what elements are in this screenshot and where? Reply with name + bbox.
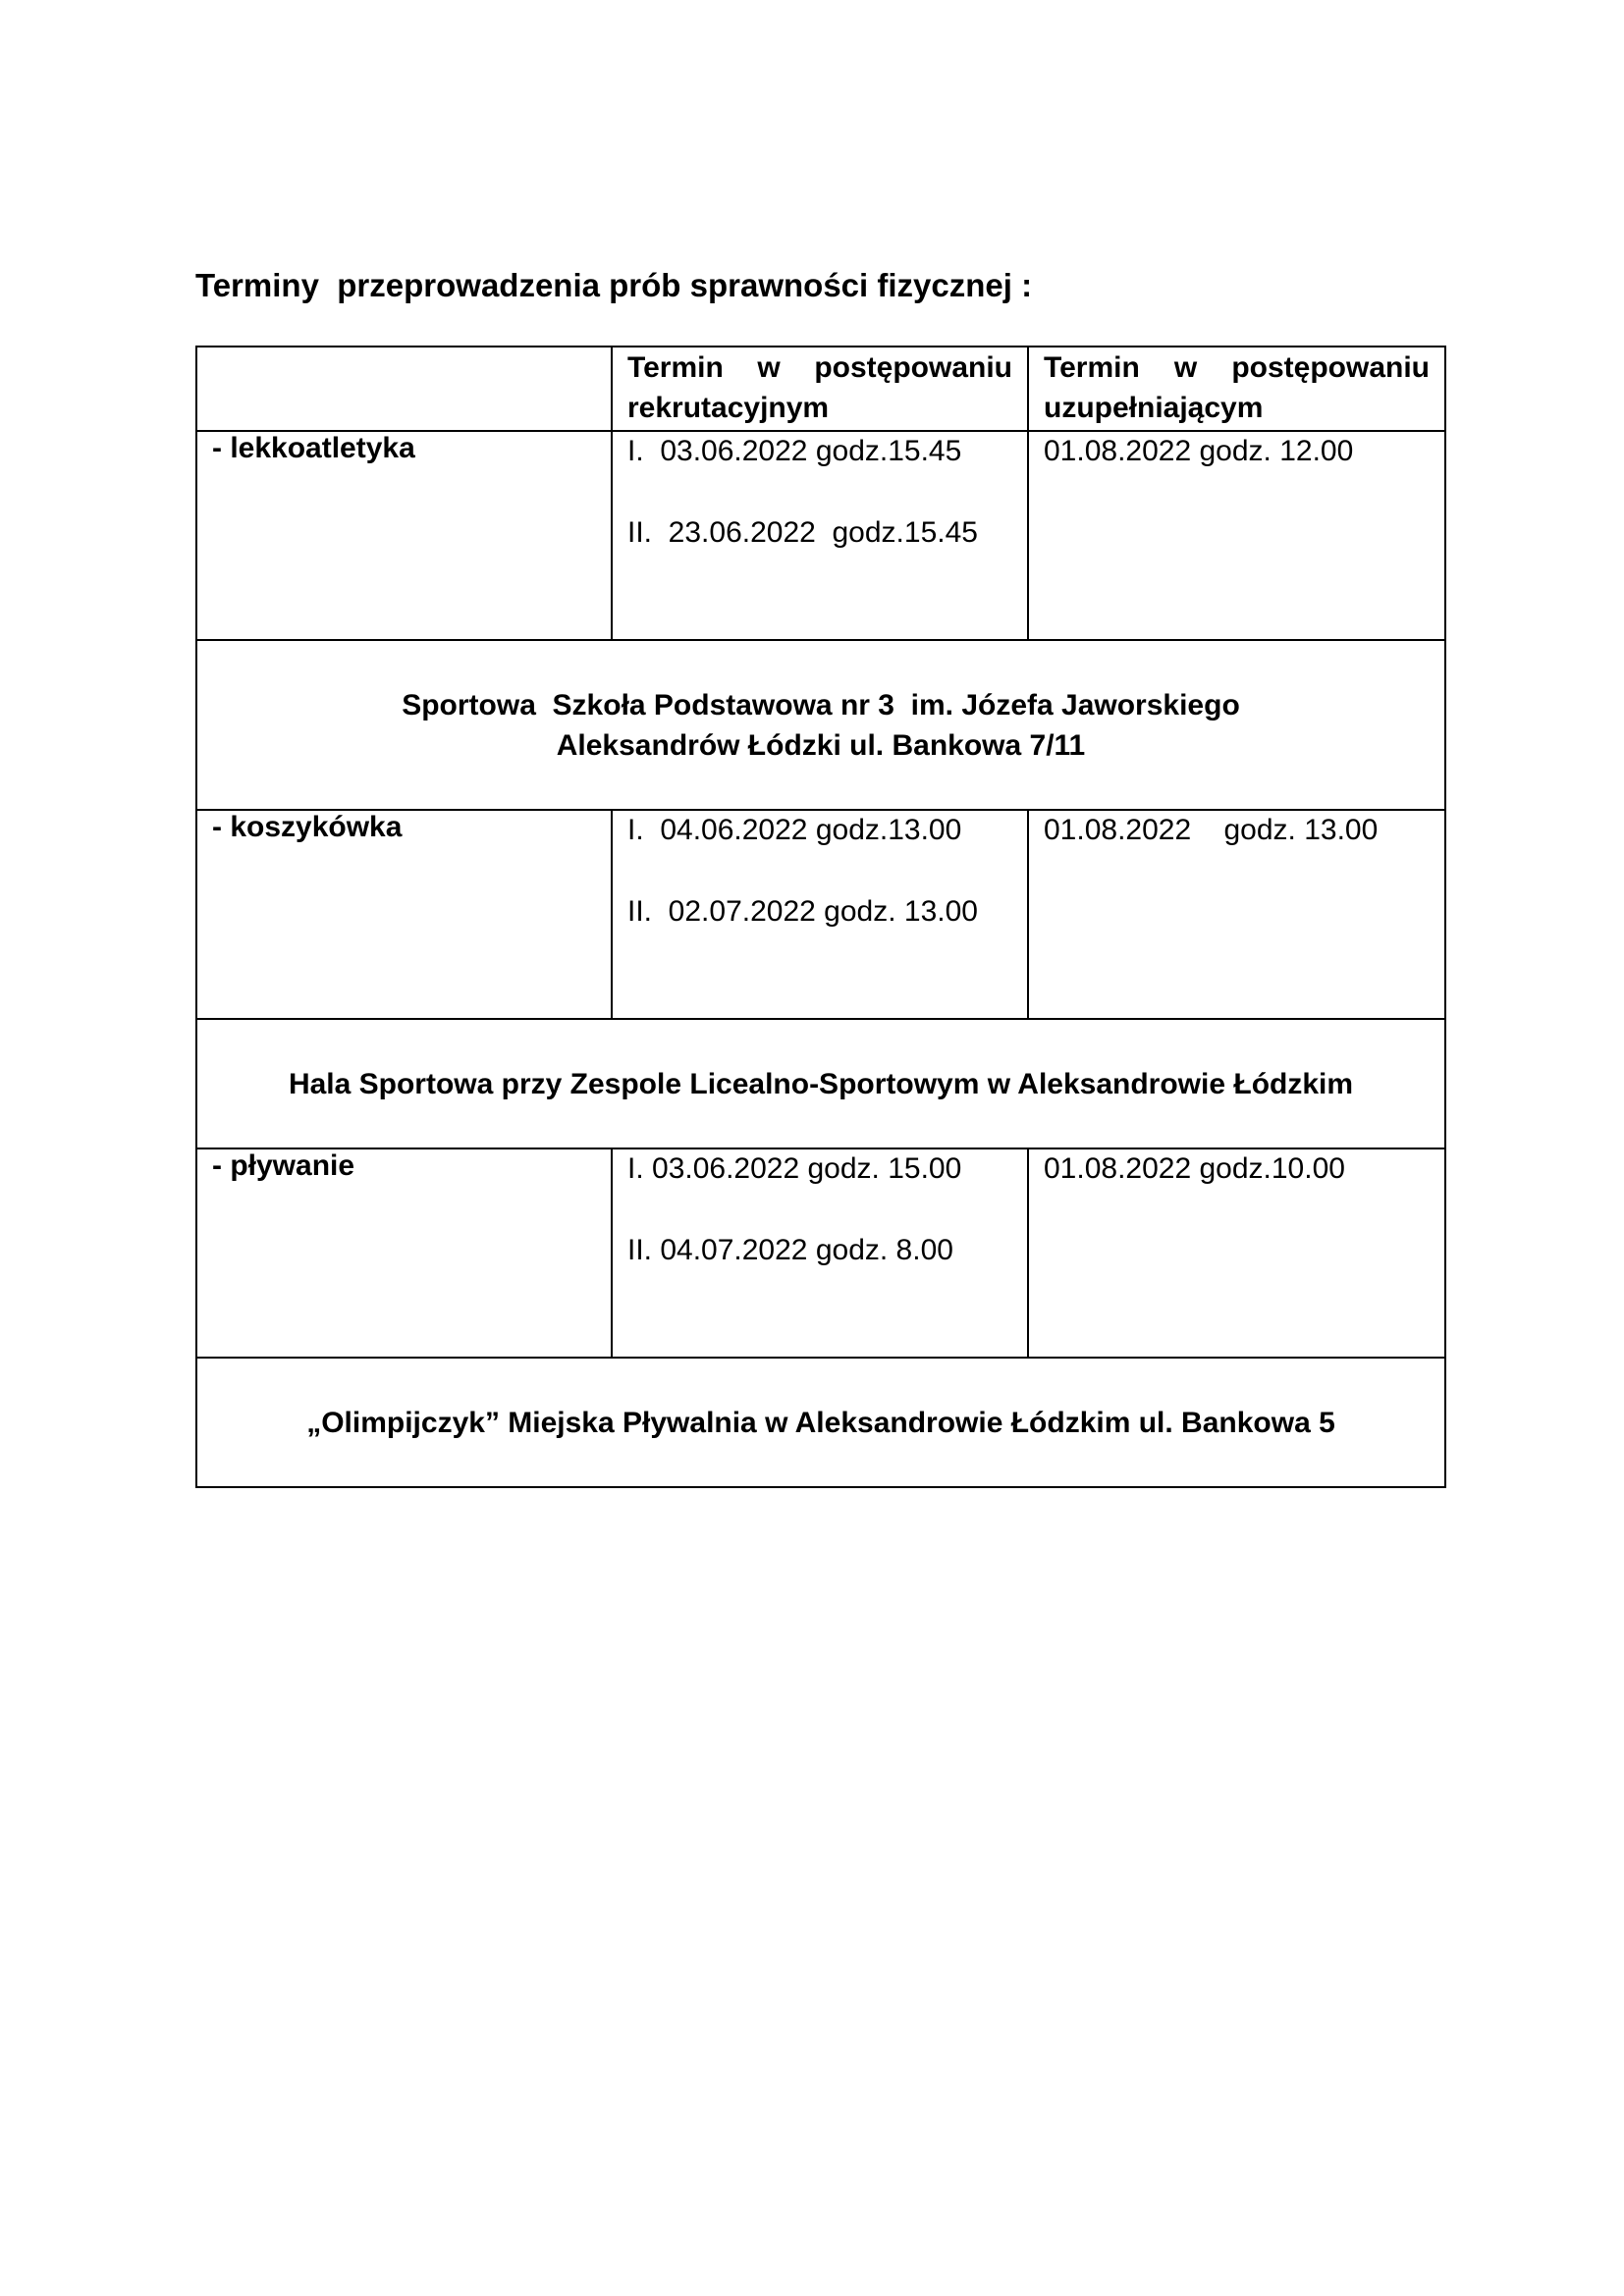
header-empty-cell: [196, 347, 612, 431]
supplementary-date: [1028, 810, 1445, 1019]
table-row: [196, 1148, 1445, 1358]
header-supplementary-term: [1028, 347, 1445, 431]
venue-cell: [196, 1358, 1445, 1487]
venue-cell: [196, 640, 1445, 810]
venue-line-1: „Olimpijczyk” Miejska Pływalnia w Aleksandrowie Łódzkim ul. Bankowa 5: [306, 1406, 1335, 1439]
supplementary-date: [1028, 431, 1445, 640]
header-supplementary-line2: uzupełniającym: [1044, 392, 1264, 424]
venue-line-1: Sportowa Szkoła Podstawowa nr 3 im. Józefa Jaworskiego: [402, 688, 1240, 721]
header-recruitment-line2: rekrutacyjnym: [627, 392, 830, 424]
recruitment-dates: [612, 431, 1028, 640]
header-supplementary-line1: Termin w postępowaniu: [1044, 351, 1430, 384]
sport-name: - pływanie: [196, 1148, 612, 1358]
table-row: [196, 431, 1445, 640]
supplementary-date-text: 01.08.2022 godz.10.00: [1044, 1152, 1345, 1185]
recruitment-dates: [612, 1148, 1028, 1358]
sport-name: - koszykówka: [196, 810, 612, 1019]
schedule-table: [195, 346, 1446, 1488]
recruitment-date-second: II. 04.07.2022 godz. 8.00: [627, 1234, 953, 1266]
table-header-row: [196, 347, 1445, 431]
recruitment-date-first: I. 03.06.2022 godz.15.45: [627, 435, 962, 467]
recruitment-date-first: I. 03.06.2022 godz. 15.00: [627, 1152, 962, 1185]
recruitment-dates: [612, 810, 1028, 1019]
venue-row: [196, 640, 1445, 810]
table-row: [196, 810, 1445, 1019]
venue-row: [196, 1019, 1445, 1148]
recruitment-date-first: I. 04.06.2022 godz.13.00: [627, 814, 962, 846]
venue-row: [196, 1358, 1445, 1487]
header-recruitment-line1: Termin w postępowaniu: [627, 351, 1012, 384]
header-recruitment-term: [612, 347, 1028, 431]
sport-name: - lekkoatletyka: [196, 431, 612, 640]
venue-line-1: Hala Sportowa przy Zespole Licealno-Sportowym w Aleksandrowie Łódzkim: [288, 1067, 1354, 1100]
page-title: Terminy przeprowadzenia prób sprawności fizycznej :: [195, 267, 1033, 303]
supplementary-date-text: 01.08.2022 godz. 12.00: [1044, 435, 1354, 467]
supplementary-date: [1028, 1148, 1445, 1358]
supplementary-date-text: 01.08.2022 godz. 13.00: [1044, 814, 1379, 846]
recruitment-date-second: II. 02.07.2022 godz. 13.00: [627, 895, 978, 928]
recruitment-date-second: II. 23.06.2022 godz.15.45: [627, 516, 978, 549]
venue-line-2: Aleksandrów Łódzki ul. Bankowa 7/11: [556, 728, 1086, 762]
venue-cell: [196, 1019, 1445, 1148]
